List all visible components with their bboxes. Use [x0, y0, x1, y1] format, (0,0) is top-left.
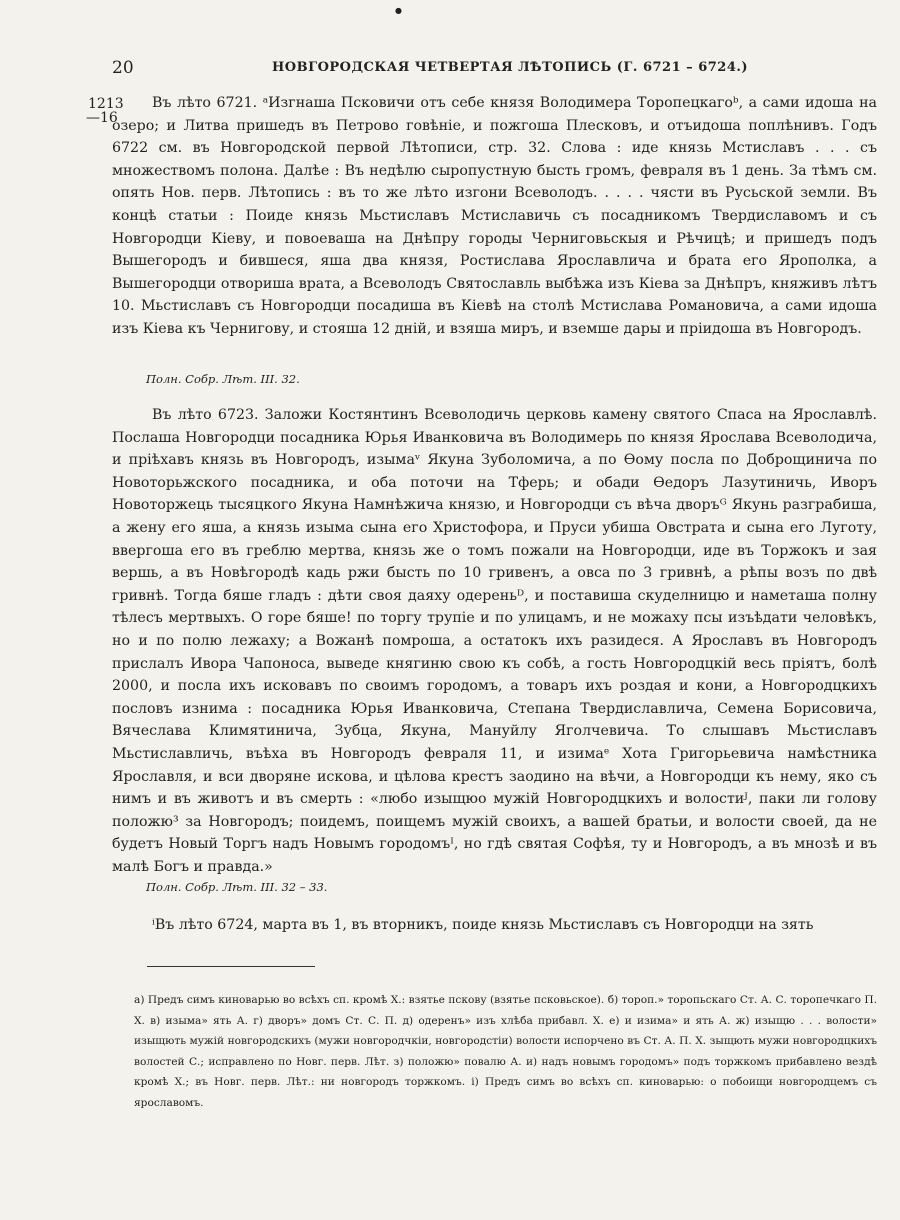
source-reference: Полн. Собр. Лѣт. III. 32. — [146, 372, 300, 386]
page-number: 20 — [112, 58, 134, 78]
paragraph-6721: Въ лѣто 6721. ᵃИзгнаша Псковичи отъ себе князя Володимера Торопецкагоᵇ, а сами идоша на озеро; и Литва пришедъ въ Петрово говѣніе, и пожгоша Плесковъ, и отъидоша поплѣнивъ. Годъ 6722 см. въ Новгородской первой Лѣтописи, стр. 32. Слова : иде князь Мстиславъ . . . съ множествомъ полона. Далѣе : Въ недѣлю сыропустную бысть громъ, февраля въ 1 день. За тѣмъ см. опять Нов. перв. Лѣтопись : въ то же лѣто изгони Всеволодъ. . . . . чясти въ Русьской земли. Въ концѣ статьи : Поиде князь Мьстиславъ Мстиславичь съ посадникомъ Твердиславомъ и съ Новгородци Кіеву, и повоеваша на Днѣпру городы Черниговьскыя и Рѣчицѣ; и пришедъ подъ Вышегородъ и бившеся, яша два князя, Ростислава Ярославлича и брата его Ярополка, а Вышегородци отвориша врата, а Всеволодъ Святославль выбѣжа изъ Кіева за Днѣпръ, княживъ лѣтъ 10. Мьстиславъ съ Новгородци посадиша въ Кіевѣ на столѣ Мстислава Романовича, а сами идоша изъ Кіева къ Чернигову, и стояша 12 дній, и взяша миръ, и вземше дары и пріидоша въ Новгородъ. — [112, 95, 877, 337]
footnotes: а) Предъ симъ киноварью во всѣхъ сп. кромѣ Х.: взятье пскову (взятье псковьское). б) тороп.» торопьскаго Ст. А. С. торопечкаго П. Х. в) изыма» ять А. г) дворъ» домъ Ст. С. П. д) одеренъ» изъ хлѣба прибавл. Х. е) и изима» и ять А. ж) изыщю . . . волости» изыщють мужій новгородскихъ (мужи новгородчкіи, новгородстіи) волости испорчено въ Ст. А. П. Х. зыщють мужи новгородцкихъ волостей С.; исправлено по Новг. перв. Лѣт. з) положю» повалю А. и) надъ новымъ городомъ» подъ торжкомъ прибавлено вездѣ кромѣ Х.; въ Новг. перв. Лѣт.: ни новгородъ торжкомъ. і) Предъ симъ во всѣхъ сп. киноварью: о побоищи новгородцемъ съ ярославомъ. — [134, 994, 877, 1109]
paragraph-6724: ⁱВъ лѣто 6724, марта въ 1, въ вторникъ, поиде князь Мьстиславъ съ Новгородци на зять — [152, 917, 814, 933]
page-header — [112, 58, 762, 82]
footnote-divider — [147, 966, 315, 967]
margin-year: 1213 — [88, 96, 124, 112]
running-title: НОВГОРОДСКАЯ ЧЕТВЕРТАЯ ЛѢТОПИСЬ (Г. 6721 – 6724.) — [272, 60, 749, 75]
source-reference: Полн. Собр. Лѣт. III. 32 – 33. — [146, 880, 328, 894]
page-mark: ● — [395, 6, 402, 15]
paragraph-6723: Въ лѣто 6723. Заложи Костянтинъ Всеволодичь церковь камену святого Спаса на Ярославлѣ. Послаша Новгородци посадника Юрья Иванковича въ Володимерь по князя Ярослава Всеволодича, и пріѣхавъ князь въ Новгородъ, изымаᵛ Якуна Зуболомича, а по Ѳому посла по Доброщинича по Новоторьжского посадника, и оба поточи на Тферь; и обади Ѳедоръ Лазутиничь, Иворъ Новоторжець тысяцкого Якуна Намнѣжича князю, и Новгородци съ вѣча дворъᴳ Якунь разграбиша, а жену его яша, а князь изыма сына его Христофора, и Пруси убиша Овстрата и сына его Луготу, ввергоша его въ греблю мертва, князь же о томъ пожали на Новгородци, иде въ Торжокъ и зая вершь, а въ Новѣгородѣ кадь ржи бысть по 10 гривенъ, а овса по 3 гривнѣ, а рѣпы возъ по двѣ гривнѣ. Тогда бяше гладъ : дѣти своя даяху одереньᴰ, и поставиша скуделницю и наметаша полну тѣлесъ мертвыхъ. О горе бяше! по торгу трупіе и по улицамъ, и не можаху псы изъѣдати человѣкъ, но и по полю лежаху; а Вожанѣ помроша, а остатокъ ихъ разидеся. А Ярославъ въ Новгородъ прислалъ Ивора Чапоноса, выведе княгиню свою къ собѣ, а гость Новгородцкій весь пріятъ, болѣ 2000, и посла ихъ исковавъ по своимъ городомъ, а товаръ ихъ роздая и кони, а Новгородцкихъ пословъ изнима : посадника Юрья Иванковича, Степана Твердиславлича, Семена Борисовича, Вячеслава Климятинича, Зубца, Якуна, Мануйлу Яголчевича. То слышавъ Мьстиславъ Мьстиславличь, въѣха въ Новгородъ февраля 11, и изимаᵉ Хота Григорьевича намѣстника Ярославля, и вси дворяне искова, и цѣлова крестъ заодино на вѣчи, а Новгородци къ нему, яко съ нимъ и въ животъ и въ смерть : «любо изыщюо мужій Новгородцкихъ и волостиᴶ, паки ли голову положю³ за Новгородъ; поидемъ, поищемъ мужій своихъ, а вашей братьи, и волости своей, да не будетъ Новый Торгъ надъ Новымъ городомъᴵ, но гдѣ святая Софѣя, ту и Новгородъ, а въ мнозѣ и въ малѣ Богъ и правда.» — [112, 407, 877, 875]
margin-year-range: —16 — [86, 110, 118, 126]
